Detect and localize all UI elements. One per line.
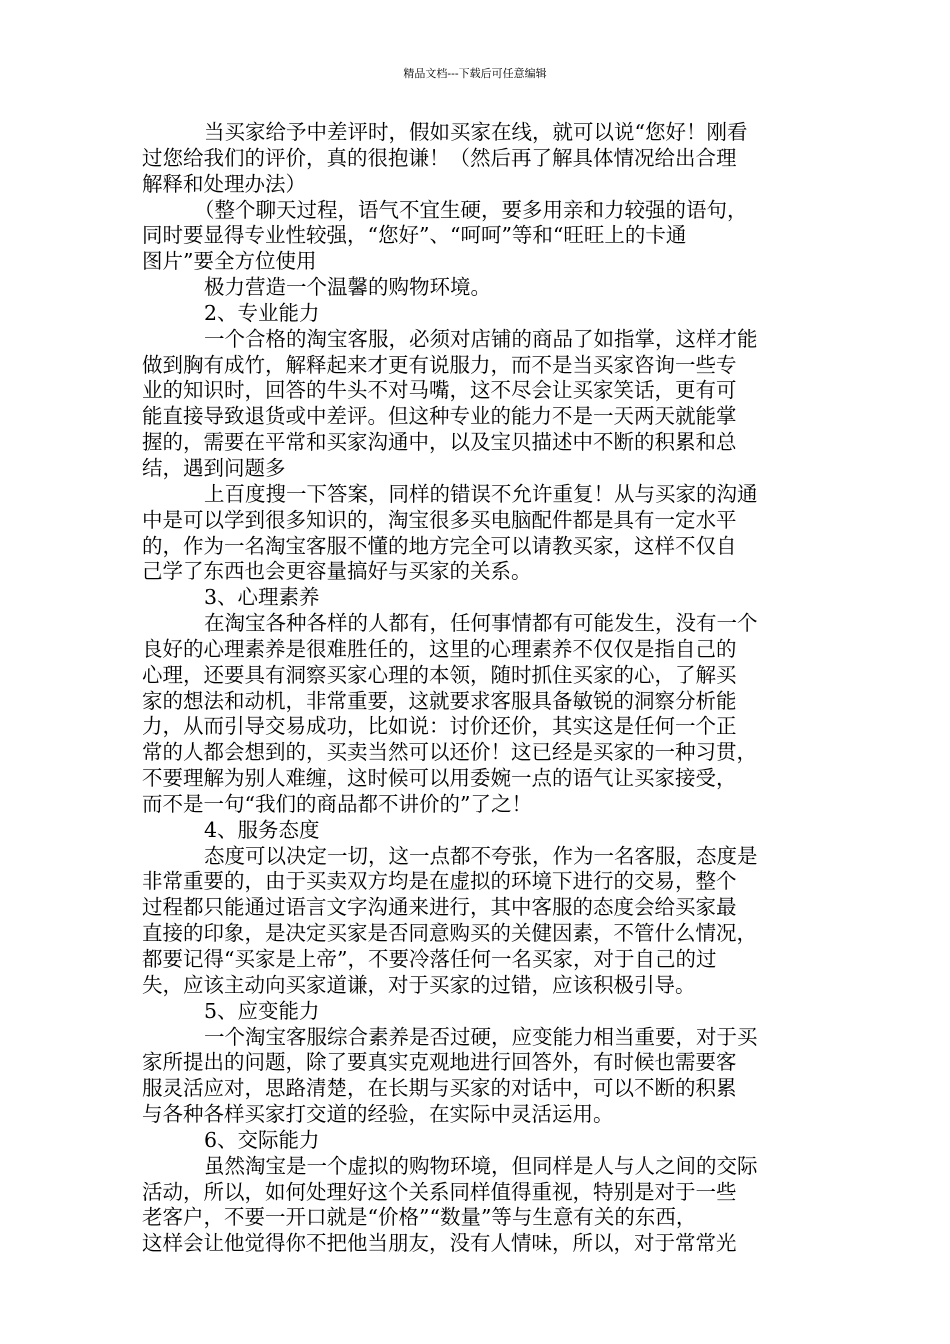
text-line: 这样会让他觉得你不把他当朋友，没有人情味，所以，对于常常光 — [142, 1231, 737, 1256]
text-line: 3、心理素养 — [204, 585, 320, 610]
text-line: 能直接导致退货或中差评。但这种专业的能力不是一天两天就能掌 — [142, 404, 737, 429]
text-line: 的，作为一名淘宝客服不懂的地方完全可以请教买家，这样不仅自 — [142, 533, 737, 558]
page-header: 精品文档---下载后可任意编辑 — [403, 67, 547, 80]
text-line: 做到胸有成竹，解释起来才更有说服力，而不是当买家咨询一些专 — [142, 352, 737, 377]
text-line: 图片”要全方位使用 — [142, 249, 317, 274]
text-line: 态度可以决定一切，这一点都不夸张，作为一名客服，态度是 — [204, 843, 758, 868]
text-line: 非常重要的，由于买卖双方均是在虚拟的环境下进行的交易，整个 — [142, 869, 737, 894]
text-line: 在淘宝各种各样的人都有，任何事情都有可能发生，没有一个 — [204, 611, 758, 636]
text-line: 失，应该主动向买家道谦，对于买家的过错，应该积极引导。 — [142, 972, 696, 997]
document-body — [142, 120, 804, 1257]
text-line: （整个聊天过程，语气不宜生硬，要多用亲和力较强的语句， — [194, 197, 748, 222]
text-line: 常的人都会想到的，买卖当然可以还价！这已经是买家的一种习贯， — [142, 740, 757, 765]
text-line: 当买家给予中差评时，假如买家在线，就可以说“您好！刚看 — [204, 120, 748, 144]
text-line: 都要记得“买家是上帝”，不要冷落任何一名买家，对于自己的过 — [142, 947, 717, 971]
text-line: 一个合格的淘宝客服，必须对店铺的商品了如指掌，这样才能 — [204, 326, 758, 351]
text-line: 心理，还要具有洞察买家心理的本领，随时抓住买家的心，了解买 — [142, 662, 737, 687]
text-line: 6、交际能力 — [204, 1127, 320, 1152]
text-line: 握的，需要在平常和买家沟通中，以及宝贝描述中不断的积累和总 — [142, 430, 737, 455]
text-line: 结，遇到问题多 — [142, 455, 286, 480]
text-line: 上百度搜一下答案，同样的错误不允许重复！从与买家的沟通 — [204, 481, 758, 506]
text-line: 直接的印象，是决定买家是否同意购买的关健因素，不管什么情况， — [142, 921, 757, 946]
text-line: 己学了东西也会更容量搞好与买家的关系。 — [142, 559, 532, 584]
text-line: 2、专业能力 — [204, 300, 320, 325]
text-line: 与各种各样买家打交道的经验，在实际中灵活运用。 — [142, 1102, 614, 1127]
text-line: 良好的心理素养是很难胜任的，这里的心理素养不仅仅是指自己的 — [142, 636, 737, 661]
text-line: 一个淘宝客服综合素养是否过硬，应变能力相当重要，对于买 — [204, 1024, 758, 1049]
text-line: 解释和处理办法） — [142, 171, 306, 196]
text-line: 过您给我们的评价，真的很抱谦！（然后再了解具体情况给出合理 — [142, 145, 737, 170]
text-line: 家所提出的问题，除了要真实克观地进行回答外，有时候也需要客 — [142, 1050, 737, 1075]
text-line: 过程都只能通过语言文字沟通来进行，其中客服的态度会给买家最 — [142, 895, 737, 920]
text-line: 家的想法和动机，非常重要，这就要求客服具备敏锐的洞察分析能 — [142, 688, 737, 713]
text-line: 极力营造一个温馨的购物环境。 — [204, 275, 491, 300]
text-line: 5、应变能力 — [204, 998, 320, 1023]
text-line: 虽然淘宝是一个虚拟的购物环境，但同样是人与人之间的交际 — [204, 1153, 758, 1178]
text-line: 业的知识时，回答的牛头不对马嘴，这不尽会让买家笑话，更有可 — [142, 378, 737, 403]
text-line: 中是可以学到很多知识的，淘宝很多买电脑配件都是具有一定水平 — [142, 507, 737, 532]
text-line: 不要理解为别人难缠，这时候可以用委婉一点的语气让买家接受， — [142, 766, 737, 791]
text-line: 老客户，不要一开口就是“价格”“数量”等与生意有关的东西， — [142, 1205, 697, 1230]
text-line: 而不是一句“我们的商品都不讲价的”了之！ — [142, 791, 532, 816]
text-line: 4、服务态度 — [204, 817, 320, 842]
text-line: 服灵活应对，思路清楚，在长期与买家的对话中，可以不断的积累 — [142, 1076, 737, 1101]
text-line: 力，从而引导交易成功，比如说：讨价还价，其实这是任何一个正 — [142, 714, 737, 739]
text-line: 同时要显得专业性较强，“您好”、“呵呵”等和“旺旺上的卡通 — [142, 223, 687, 248]
text-line: 活动，所以，如何处理好这个关系同样值得重视，特别是对于一些 — [142, 1179, 737, 1204]
